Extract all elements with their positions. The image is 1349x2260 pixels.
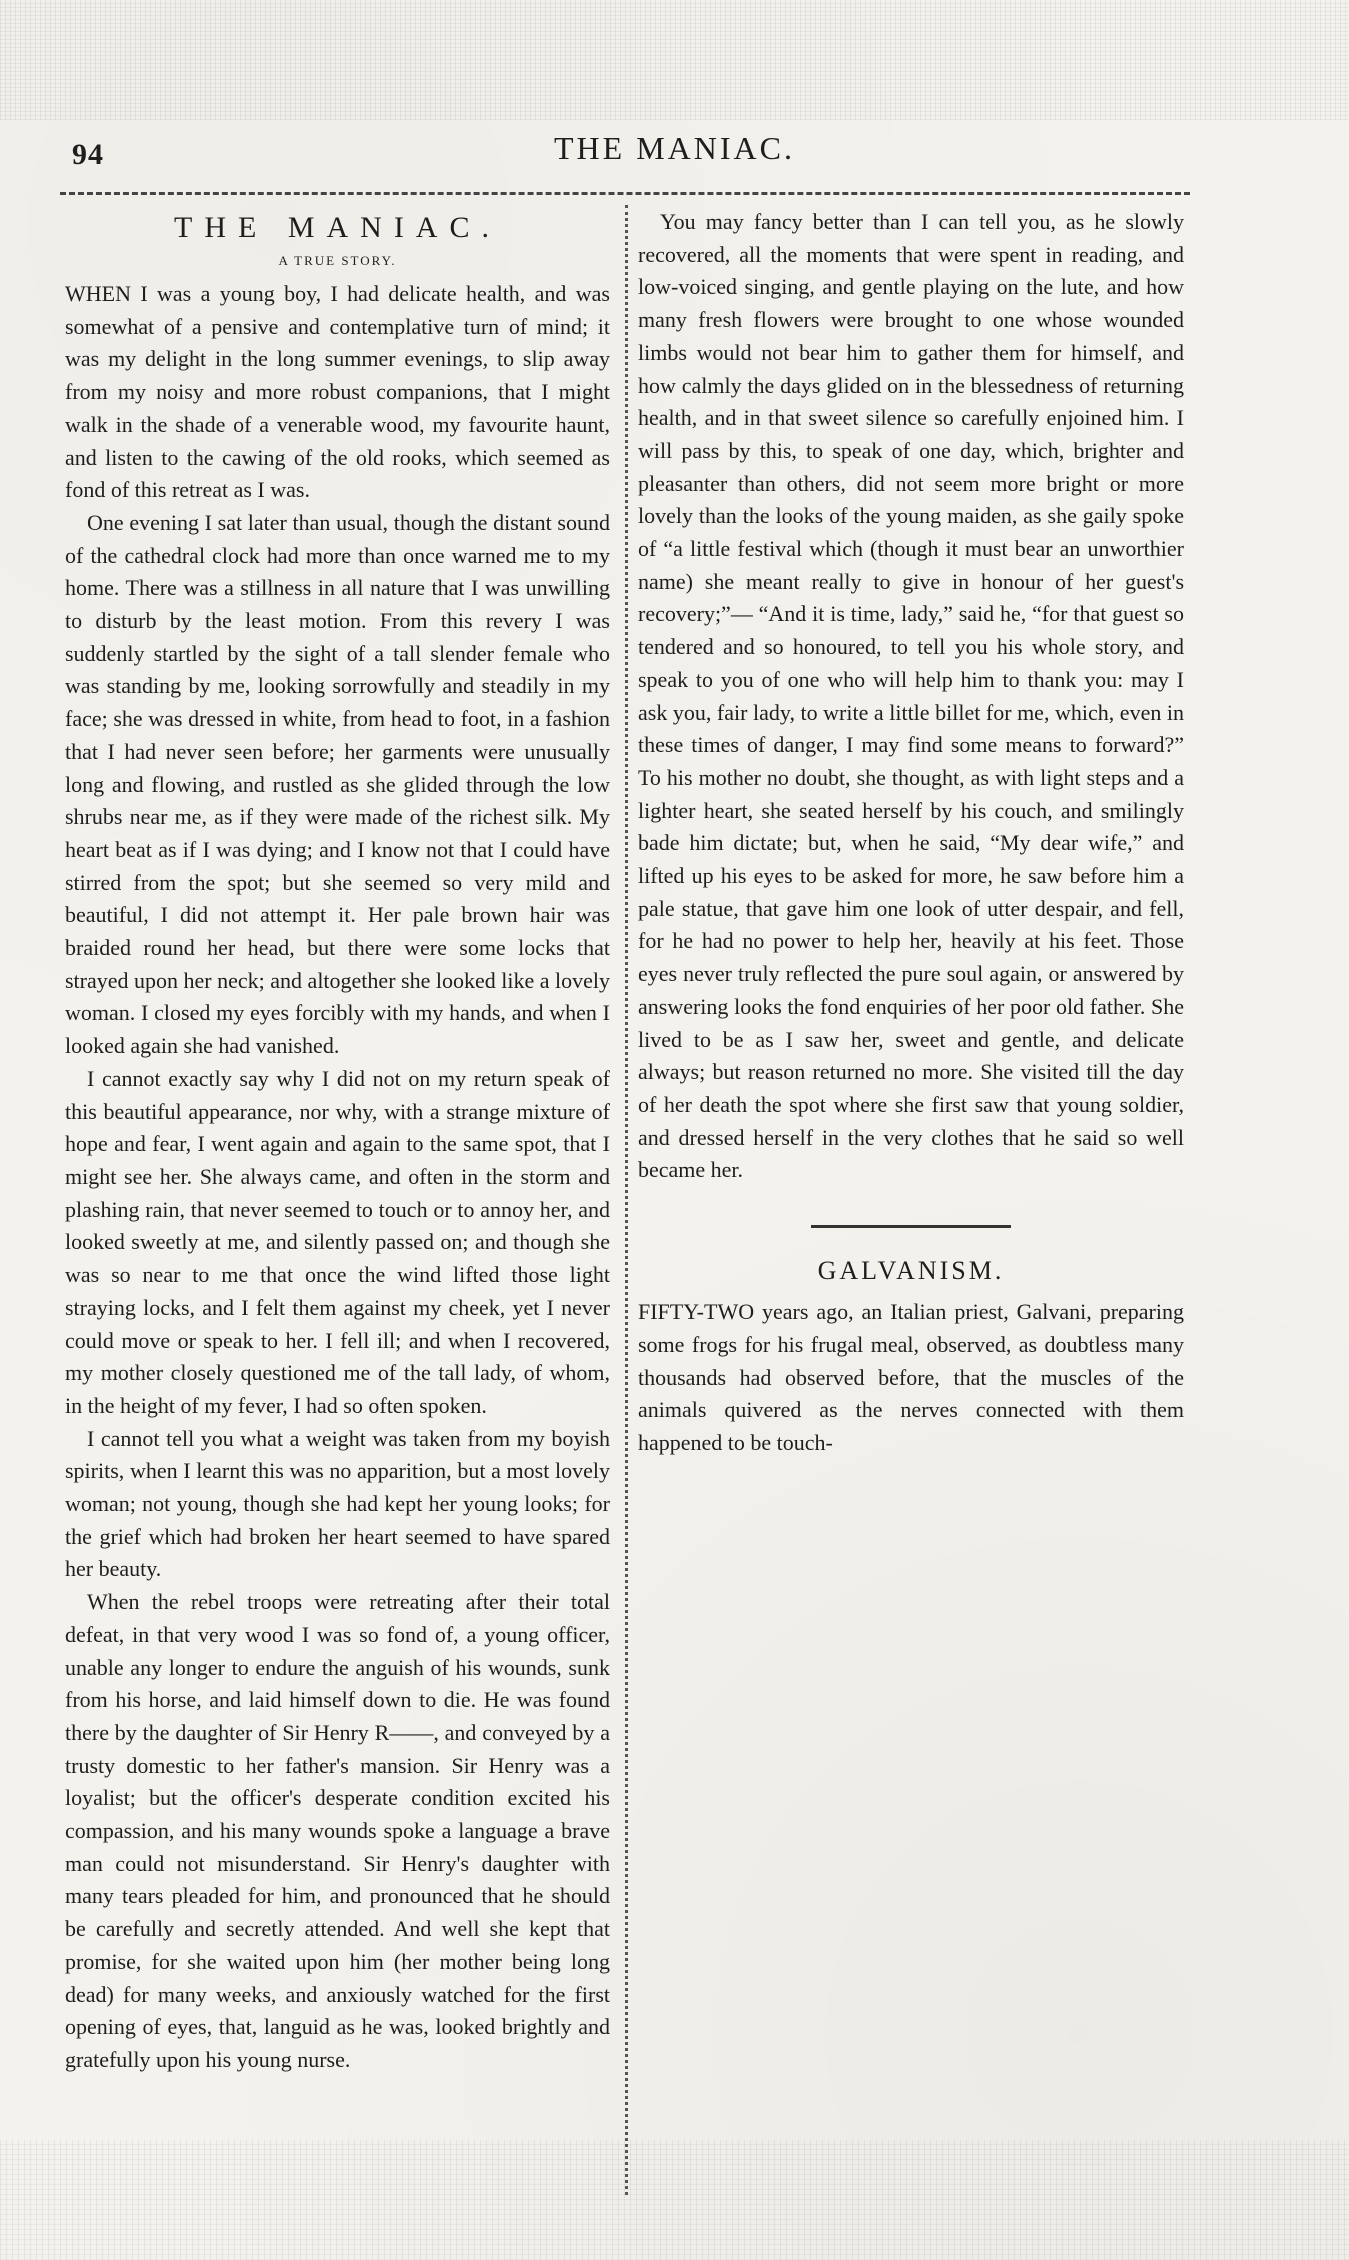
article-paragraph-5: When the rebel troops were retreating after their total defeat, in that very wood I was so fond of, a young officer, unable any longer to endure the anguish of his wounds, sunk from his horse, and laid himself down to die. He was found there by the daughter of Sir Henry R——, and conveyed by a trusty domestic to her father's mansion. Sir Henry was a loyalist; but the officer's desperate condition excited his compassion, and his many wounds spoke a language a brave man could not misunderstand. Sir Henry's daughter with many tears pleaded for him, and pronounced that he should be carefully and secretly attended. And well she kept that promise, for she waited upon him (her mother being long dead) for many weeks, and anxiously watched for the first opening of eyes, that, languid as he was, looked brightly and gratefully upon his young nurse. [65,1589,610,2072]
section-divider [811,1225,1011,1228]
article-subtitle: A TRUE STORY. [278,253,397,268]
article-paragraph-4: I cannot tell you what a weight was taken from my boyish spirits, when I learnt this was no apparition, but a most lovely woman; not young, though she had kept her young looks; for the grief which had broken her heart seemed to have spared her beauty. [65,1425,610,1582]
article-paragraph-3: I cannot exactly say why I did not on my return speak of this beautiful appearance, nor why, with a strange mixture of hope and fear, I went again and again to the same spot, that I might see her. She always came, and often in the storm and plashing rain, that never seemed to touch or to annoy her, and looked sweetly at me, and silently passed on; and though she was so near to me that once the wind lifted those light straying locks, and I felt them against my cheek, yet I never could move or speak to her. I fell ill; and when I recovered, my mother closely questioned me of the tall lady, of whom, in the height of my fever, I had so often spoken. [65,1065,610,1418]
galvanism-paragraph: FIFTY-TWO years ago, an Italian priest, Galvani, preparing some frogs for his frugal meal, observed, as doubtless many thousands had observed before, that the muscles of the animals quivered as the nerves connected with them happened to be touch- [638,1299,1184,1455]
page-number: 94 [72,138,104,171]
article-paragraph-1: WHEN I was a young boy, I had delicate health, and was somewhat of a pensive and contemplative turn of mind; it was my delight in the long summer evenings, to slip away from my noisy and more robust companions, that I might walk in the shade of a venerable wood, my favourite haunt, and listen to the cawing of the old rooks, which seemed as fond of this retreat as I was. [65,281,610,503]
galvanism-title: GALVANISM. [817,1256,1005,1286]
column-divider [625,205,628,2195]
header-rule [60,192,1190,195]
article-paragraph-6: You may fancy better than I can tell you, as he slowly recovered, all the moments that were spent in reading, and low-voiced singing, and gentle playing on the lute, and how many fresh flowers were brought to one whose wounded limbs would not bear him to gather them for himself, and how calmly the days glided on in the blessedness of returning health, and in that sweet silence so carefully enjoined him. I will pass by this, to speak of one day, which, brighter and pleasanter than others, did not seem more bright or more lovely than the looks of the young maiden, as she gaily spoke of “a little festival which (though it must bear an unworthier name) she meant really to give in honour of her guest's recovery;”— “And it is time, lady,” said he, “for that guest so tendered and so honoured, to tell you his whole story, and speak to you of one who will help him to thank you: may I ask you, fair lady, to write a little billet for me, which, even in these times of danger, I may find some means to forward?” To his mother no doubt, she thought, as with light steps and a lighter heart, she seated herself by his couch, and smilingly bade him dictate; but, when he said, “My dear wife,” and lifted up his eyes to be asked for more, he saw before him a pale statue, that gave him one look of utter despair, and fell, for he had no power to help her, heavily at his feet. Those eyes never truly reflected the pure soul again, or answered by answering looks the fond enquiries of her poor old father. She lived to be as I saw her, sweet and gentle, and delicate always; but reason returned no more. She visited till the day of her death the spot where she first saw that young soldier, and dressed herself in the very clothes that he said so well became her. [638,209,1184,1183]
article-title: THE MANIAC. [174,211,501,244]
column-left [65,206,610,2077]
scan-noise-bottom [0,2140,1349,2260]
scan-noise-top [0,0,1349,120]
running-title: THE MANIAC. [554,130,795,166]
article-paragraph-2: One evening I sat later than usual, though the distant sound of the cathedral clock had more than once warned me to my home. There was a stillness in all nature that I was unwilling to disturb by the least motion. From this revery I was suddenly startled by the sight of a tall slender female who was standing by me, looking sorrowfully and steadily in my face; she was dressed in white, from head to foot, in a fashion that I had never seen before; her garments were unusually long and flowing, and rustled as she glided through the low shrubs near me, as if they were made of the richest silk. My heart beat as if I was dying; and I know not that I could have stirred from the spot; but she seemed so very mild and beautiful, I did not attempt it. Her pale brown hair was braided round her head, but there were some locks that strayed upon her neck; and altogether she looked like a lovely woman. I closed my eyes forcibly with my hands, and when I looked again she had vanished. [65,509,610,1059]
column-right [638,206,1184,1460]
